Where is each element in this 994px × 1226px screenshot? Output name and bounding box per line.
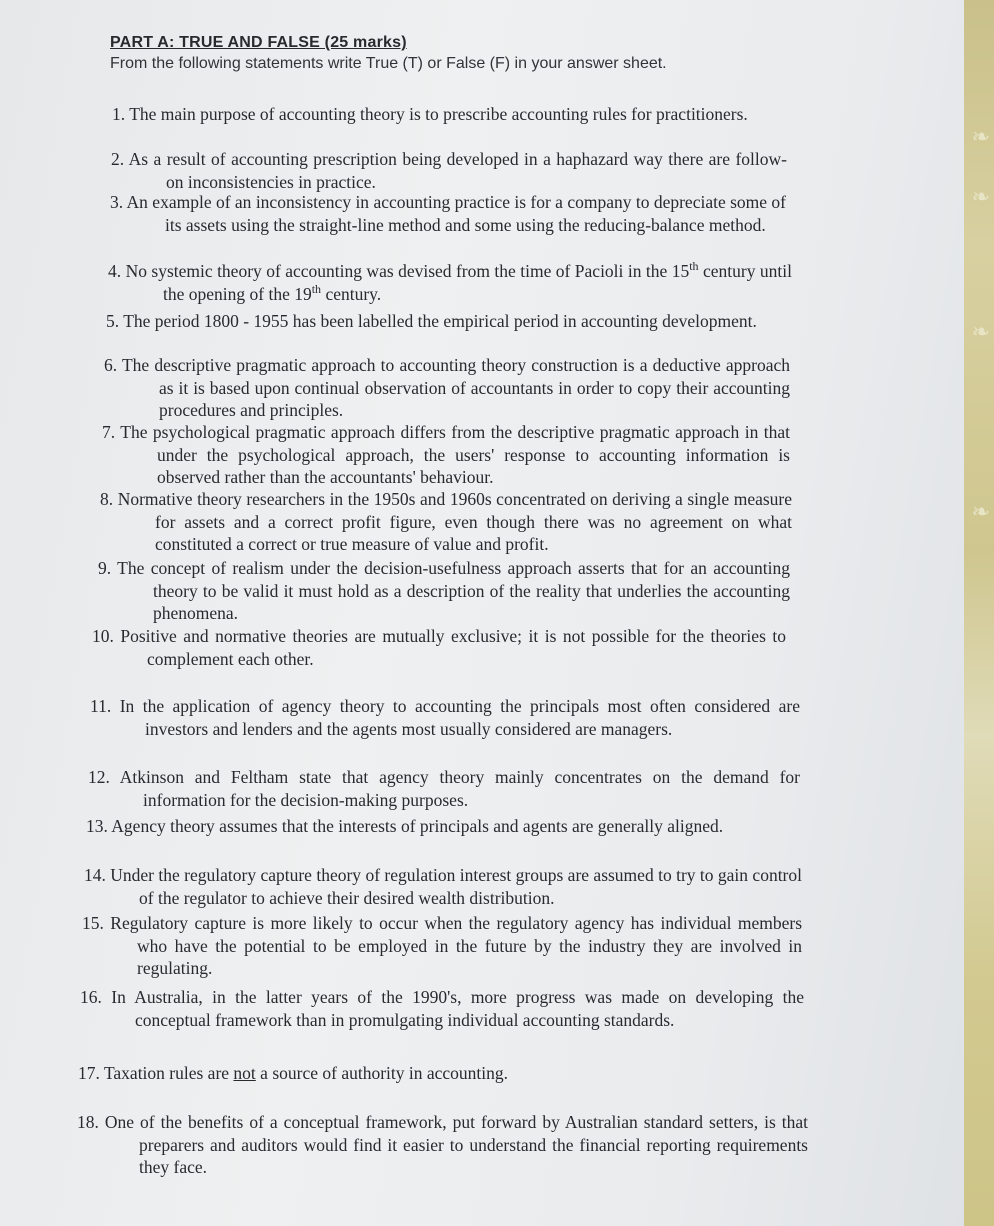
question-item bbox=[86, 815, 800, 838]
question-item bbox=[84, 864, 802, 909]
instructions: From the following statements write True (T) or False (F) in your answer sheet. bbox=[110, 55, 667, 72]
question-number: 16. bbox=[80, 987, 102, 1007]
question-item bbox=[78, 1062, 804, 1085]
question-text: No systemic theory of accounting was devised from the time of Pacioli in the 15th century until the opening of the 19th century. bbox=[125, 259, 792, 304]
question-item bbox=[88, 766, 800, 811]
question-item bbox=[77, 1111, 808, 1179]
question-item bbox=[90, 695, 800, 740]
question-item bbox=[112, 103, 787, 126]
question-text: The period 1800 - 1955 has been labelled the empirical period in accounting development. bbox=[123, 311, 757, 331]
question-text: The psychological pragmatic approach differs from the descriptive pragmatic approach in that under the psychological approach, the users' response to accounting information is observed rather than the accountants' behaviour. bbox=[120, 422, 790, 487]
question-number: 15. bbox=[82, 913, 104, 933]
question-number: 14. bbox=[84, 865, 106, 885]
question-text: In the application of agency theory to accounting the principals most often considered are investors and lenders and the agents most usually considered are managers. bbox=[119, 696, 800, 739]
question-item bbox=[104, 354, 790, 422]
question-text: As a result of accounting prescription being developed in a haphazard way there are follow-on inconsistencies in practice. bbox=[128, 149, 787, 192]
question-text: The main purpose of accounting theory is to prescribe accounting rules for practitioners. bbox=[129, 104, 748, 124]
question-number: 10. bbox=[92, 626, 114, 646]
question-text: Positive and normative theories are mutually exclusive; it is not possible for the theories to complement each other. bbox=[120, 626, 787, 669]
question-text: One of the benefits of a conceptual framework, put forward by Australian standard setters, is that preparers and auditors would find it easier to understand the financial reporting requirements they face. bbox=[104, 1112, 808, 1177]
decorative-swirl-icon: ❧ bbox=[971, 125, 990, 150]
question-item bbox=[111, 148, 787, 193]
question-number: 8. bbox=[100, 489, 114, 509]
page-title: PART A: TRUE AND FALSE (25 marks) bbox=[110, 34, 407, 51]
decorative-swirl-icon: ❧ bbox=[971, 500, 990, 525]
question-text: Agency theory assumes that the interests of principals and agents are generally aligned. bbox=[111, 816, 724, 836]
decorative-swirl-icon: ❧ bbox=[971, 185, 990, 210]
question-number: 7. bbox=[102, 422, 116, 442]
question-number: 3. bbox=[110, 192, 124, 212]
question-item bbox=[92, 625, 786, 670]
question-number: 2. bbox=[111, 149, 125, 169]
question-item bbox=[106, 310, 789, 333]
question-number: 13. bbox=[86, 816, 108, 836]
question-text: Taxation rules are not a source of authority in accounting. bbox=[103, 1063, 509, 1083]
question-text: Under the regulatory capture theory of regulation interest groups are assumed to try to gain control of the regulator to achieve their desired wealth distribution. bbox=[110, 865, 803, 908]
question-text: The concept of realism under the decision-usefulness approach asserts that for an accounting theory to be valid it must hold as a description of the reality that underlies the accounting phenomena. bbox=[117, 558, 790, 623]
question-number: 4. bbox=[108, 261, 122, 281]
question-item bbox=[80, 986, 804, 1031]
question-item bbox=[110, 191, 786, 236]
question-number: 12. bbox=[88, 767, 110, 787]
question-number: 1. bbox=[112, 104, 126, 124]
question-text: The descriptive pragmatic approach to accounting theory construction is a deductive approach as it is based upon continual observation of accountants in order to copy their accounting procedures and principles. bbox=[121, 355, 790, 420]
question-text: In Australia, in the latter years of the 1990's, more progress was made on developing the conceptual framework than in promulgating individual accounting standards. bbox=[111, 987, 805, 1030]
question-number: 5. bbox=[106, 311, 120, 331]
question-item bbox=[102, 421, 790, 489]
question-text: An example of an inconsistency in accounting practice is for a company to depreciate some of its assets using the straight-line method and some using the reducing-balance method. bbox=[126, 192, 786, 235]
question-item bbox=[98, 557, 790, 625]
question-item bbox=[100, 488, 792, 556]
question-number: 6. bbox=[104, 355, 118, 375]
question-number: 9. bbox=[98, 558, 112, 578]
question-text: Regulatory capture is more likely to occur when the regulatory agency has individual members who have the potential to be employed in the future by the industry they are involved in regulating. bbox=[110, 913, 803, 978]
notebook-edge bbox=[964, 0, 994, 1226]
question-text: Atkinson and Feltham state that agency theory mainly concentrates on the demand for information for the decision-making purposes. bbox=[119, 767, 800, 810]
question-number: 18. bbox=[77, 1112, 99, 1132]
exam-header bbox=[110, 34, 667, 73]
question-number: 11. bbox=[90, 696, 112, 716]
decorative-swirl-icon: ❧ bbox=[971, 320, 990, 345]
question-item bbox=[108, 260, 792, 305]
question-item bbox=[82, 912, 802, 980]
question-number: 17. bbox=[78, 1063, 100, 1083]
question-text: Normative theory researchers in the 1950s and 1960s concentrated on deriving a single measure for assets and a correct profit figure, even though there was no agreement on what constituted a correct or true measure of value and profit. bbox=[117, 489, 793, 554]
